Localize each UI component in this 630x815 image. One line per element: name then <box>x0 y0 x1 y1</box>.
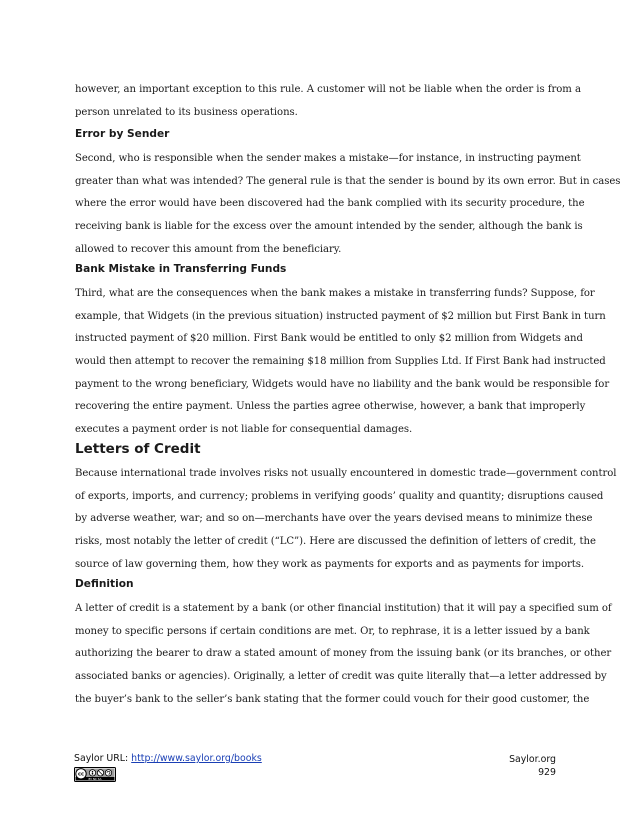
text-line: by adverse weather, war; and so on—merchants have over the years devised means to minimize these <box>75 513 593 525</box>
paragraph-letters-of-credit-intro <box>75 463 617 576</box>
heading-bank-mistake: Bank Mistake in Transferring Funds <box>75 263 287 275</box>
paragraph-bank-mistake <box>75 283 610 442</box>
heading-definition: Definition <box>75 578 134 590</box>
text-line: greater than what was intended? The general rule is that the sender is bound by its own error. But in cases <box>75 175 621 187</box>
text-line: source of law governing them, how they work as payments for exports and as payments for imports. <box>75 558 585 570</box>
text-line: risks, most notably the letter of credit (“LC”). Here are discussed the definition of letters of credit, the <box>75 536 596 548</box>
paragraph-error-by-sender <box>75 148 621 261</box>
cc-text: cc <box>78 771 84 778</box>
text-line: recovering the entire payment. Unless the parties agree otherwise, however, a bank that improperly <box>75 401 586 413</box>
text-line: of exports, imports, and currency; problems in verifying goods’ quality and quantity; disruptions caused <box>75 490 604 502</box>
text-line: however, an important exception to this rule. A customer will not be liable when the order is from a <box>75 84 581 95</box>
text-line: allowed to recover this amount from the beneficiary. <box>75 243 342 255</box>
text-line: authorizing the bearer to draw a stated amount of money from the issuing bank (or its branches, or other <box>75 648 612 660</box>
page-number: 929 <box>538 767 556 778</box>
paragraph-definition <box>75 598 612 711</box>
footer-site: Saylor.org <box>509 754 556 765</box>
text-line: Third, what are the consequences when the bank makes a mistake in transferring funds? Suppose, for <box>75 288 595 299</box>
text-line: where the error would have been discovered had the bank complied with its security procedure, the <box>75 198 585 210</box>
text-line: Because international trade involves risks not usually encountered in domestic trade—government control <box>75 468 617 479</box>
paragraph-liability-exception <box>75 79 581 124</box>
footer-source <box>74 753 262 764</box>
text-line: money to specific persons if certain conditions are met. Or, to rephrase, it is a letter issued by a bank <box>75 625 590 637</box>
cc-license-badge <box>74 767 116 782</box>
text-line: would then attempt to recover the remaining $18 million from Supplies Ltd. If First Bank had instructed <box>75 356 606 368</box>
footer-page-info <box>509 753 556 779</box>
text-line: example, that Widgets (in the previous situation) instructed payment of $2 million but First Bank in turn <box>75 310 606 322</box>
text-line: instructed payment of $20 million. First Bank would be entitled to only $2 million from Widgets and <box>75 333 583 345</box>
text-line: executes a payment order is not liable for consequential damages. <box>75 424 413 436</box>
saylor-books-link[interactable]: http://www.saylor.org/books <box>131 753 262 764</box>
text-line: Second, who is responsible when the sender makes a mistake—for instance, in instructing payment <box>75 153 581 164</box>
text-line: person unrelated to its business operations. <box>75 106 298 118</box>
text-line: the buyer’s bank to the seller’s bank stating that the former could vouch for their good customer, the <box>75 693 590 705</box>
heading-error-by-sender: Error by Sender <box>75 128 170 140</box>
heading-letters-of-credit: Letters of Credit <box>75 441 201 457</box>
text-line: payment to the wrong beneficiary, Widgets would have no liability and the bank would be responsible for <box>75 378 610 390</box>
footer-url-label: Saylor URL: <box>74 753 132 764</box>
text-line: associated banks or agencies). Originally, a letter of credit was quite literally that—a letter addressed by <box>75 671 607 683</box>
text-line: A letter of credit is a statement by a bank (or other financial institution) that it will pay a specified sum of <box>75 603 612 614</box>
sa-icon <box>105 770 111 776</box>
text-line: receiving bank is liable for the excess over the amount intended by the sender, although the bank is <box>75 221 583 233</box>
license-terms-text: BY NC SA <box>88 777 102 782</box>
